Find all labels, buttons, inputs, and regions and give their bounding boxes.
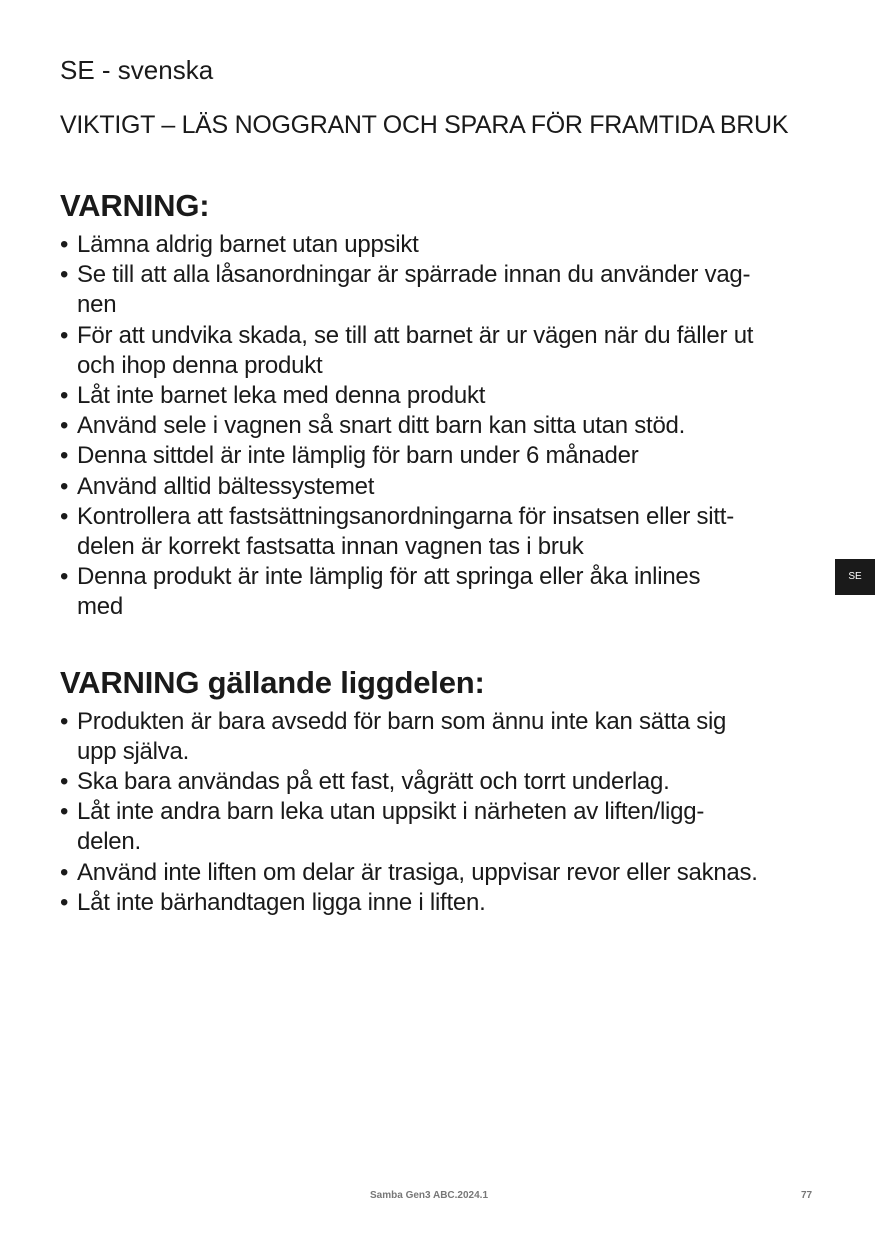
lying-part-warning-list [60,707,820,918]
warning-list [60,230,820,623]
important-notice: VIKTIGT – LÄS NOGGRANT OCH SPARA FÖR FRAMTIDA BRUK [60,111,789,139]
footer-document-id: Samba Gen3 ABC.2024.1 [370,1190,489,1201]
list-item: • Denna sittdel är inte lämplig för barn under 6 månader [60,441,820,471]
list-item: • Använd sele i vagnen så snart ditt barn kan sitta utan stöd. [60,411,820,441]
page-content [60,52,820,918]
list-item: • Se till att alla låsanordningar är spärrade innan du använder vag- nen [60,260,820,320]
list-item: • Använd alltid bältessystemet [60,472,820,502]
list-item: • Låt inte bärhandtagen ligga inne i liften. [60,888,820,918]
list-item: • För att undvika skada, se till att barnet är ur vägen när du fäller ut och ihop denna produkt [60,321,820,381]
lying-part-warning-title: VARNING gällande liggdelen: [60,664,485,700]
list-item: • Låt inte andra barn leka utan uppsikt i närheten av liften/ligg- delen. [60,797,820,857]
language-header: SE - svenska [60,55,214,85]
language-side-tab: SE [835,559,875,595]
page-number: 77 [801,1190,813,1201]
list-item: • Produkten är bara avsedd för barn som ännu inte kan sätta sig upp själva. [60,707,820,767]
list-item: • Denna produkt är inte lämplig för att springa eller åka inlines med [60,562,820,622]
list-item: • Lämna aldrig barnet utan uppsikt [60,230,820,260]
warning-section [60,186,820,623]
list-item: • Låt inte barnet leka med denna produkt [60,381,820,411]
lying-part-warning-section [60,663,820,918]
warning-title: VARNING: [60,188,210,223]
list-item: • Kontrollera att fastsättningsanordningarna för insatsen eller sitt- delen är korrekt fastsatta innan vagnen tas i bruk [60,502,820,562]
list-item: • Använd inte liften om delar är trasiga, uppvisar revor eller saknas. [60,858,820,888]
list-item: • Ska bara användas på ett fast, vågrätt och torrt underlag. [60,767,820,797]
